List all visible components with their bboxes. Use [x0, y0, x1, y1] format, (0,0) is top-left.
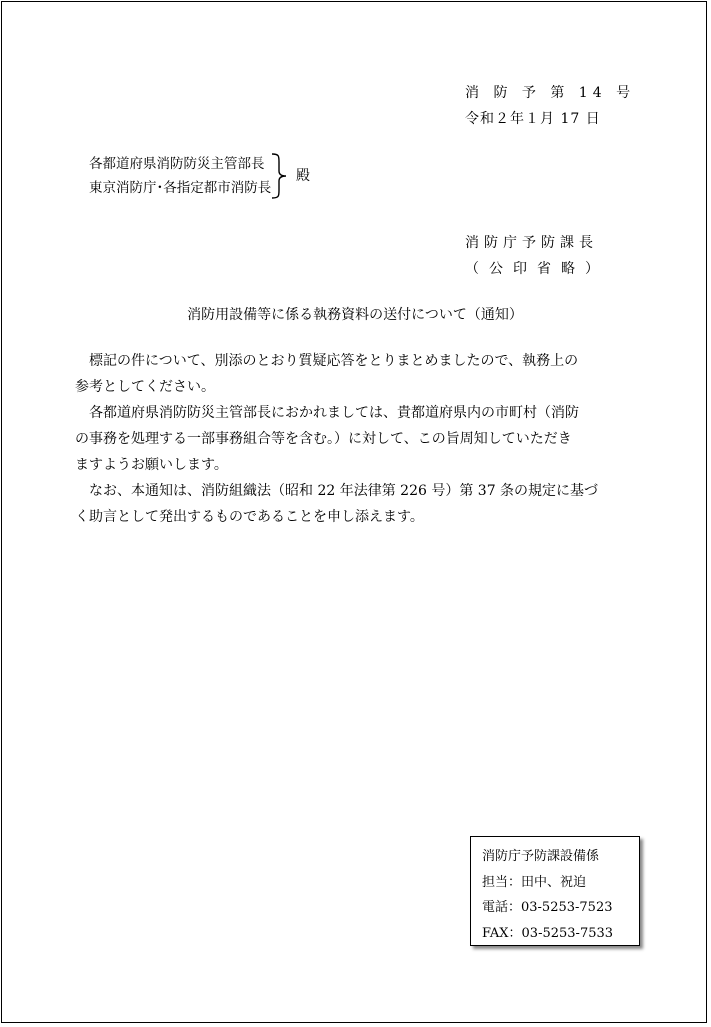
contact-department: 消防庁予防課設備係 [482, 849, 600, 864]
body-line: 参考としてください。 [75, 379, 215, 395]
seal-omitted-note: （公印省略） [465, 261, 609, 277]
honorific: 殿 [296, 168, 310, 184]
curly-brace-icon [270, 152, 290, 200]
contact-fax: FAX：03-5253-7533 [482, 925, 614, 941]
contact-staff: 担当：田中、祝迫 [482, 874, 587, 890]
sender-title: 消防庁予防課長 [465, 235, 598, 251]
sender-block [465, 230, 609, 282]
document-header [465, 80, 635, 132]
contact-box [470, 836, 640, 946]
body-line: く助言として発出するものであることを申し添えます。 [75, 509, 424, 525]
document-date: 令和２年１月 17 日 [465, 111, 601, 127]
body-line: の事務を処理する一部事務組合等を含む。）に対して、この旨周知していただき [75, 431, 572, 447]
body-line: 標記の件について、別添のとおり質疑応答をとりまとめましたので、執務上の [75, 353, 579, 369]
contact-phone: 電話：03-5253-7523 [482, 900, 613, 915]
body-line: 各都道府県消防防災主管部長におかれましては、貴都道府県内の市町村（消防 [75, 405, 579, 421]
body-line: ますようお願いします。 [75, 457, 228, 473]
body-text [75, 348, 655, 530]
document-page [1, 1, 707, 1023]
document-subject: 消防用設備等に係る執務資料の送付について（通知） [187, 307, 523, 323]
body-line: なお、本通知は、消防組織法（昭和 22 年法律第 226 号）第 37 条の規定に基づ [75, 483, 599, 499]
addressee-line-1: 各都道府県消防防災主管部長 [89, 156, 265, 172]
addressee-line-2: 東京消防庁･各指定都市消防長 [89, 180, 272, 196]
document-number: 消 防 予 第 14 号 [465, 85, 636, 101]
addressee-block [89, 152, 271, 200]
